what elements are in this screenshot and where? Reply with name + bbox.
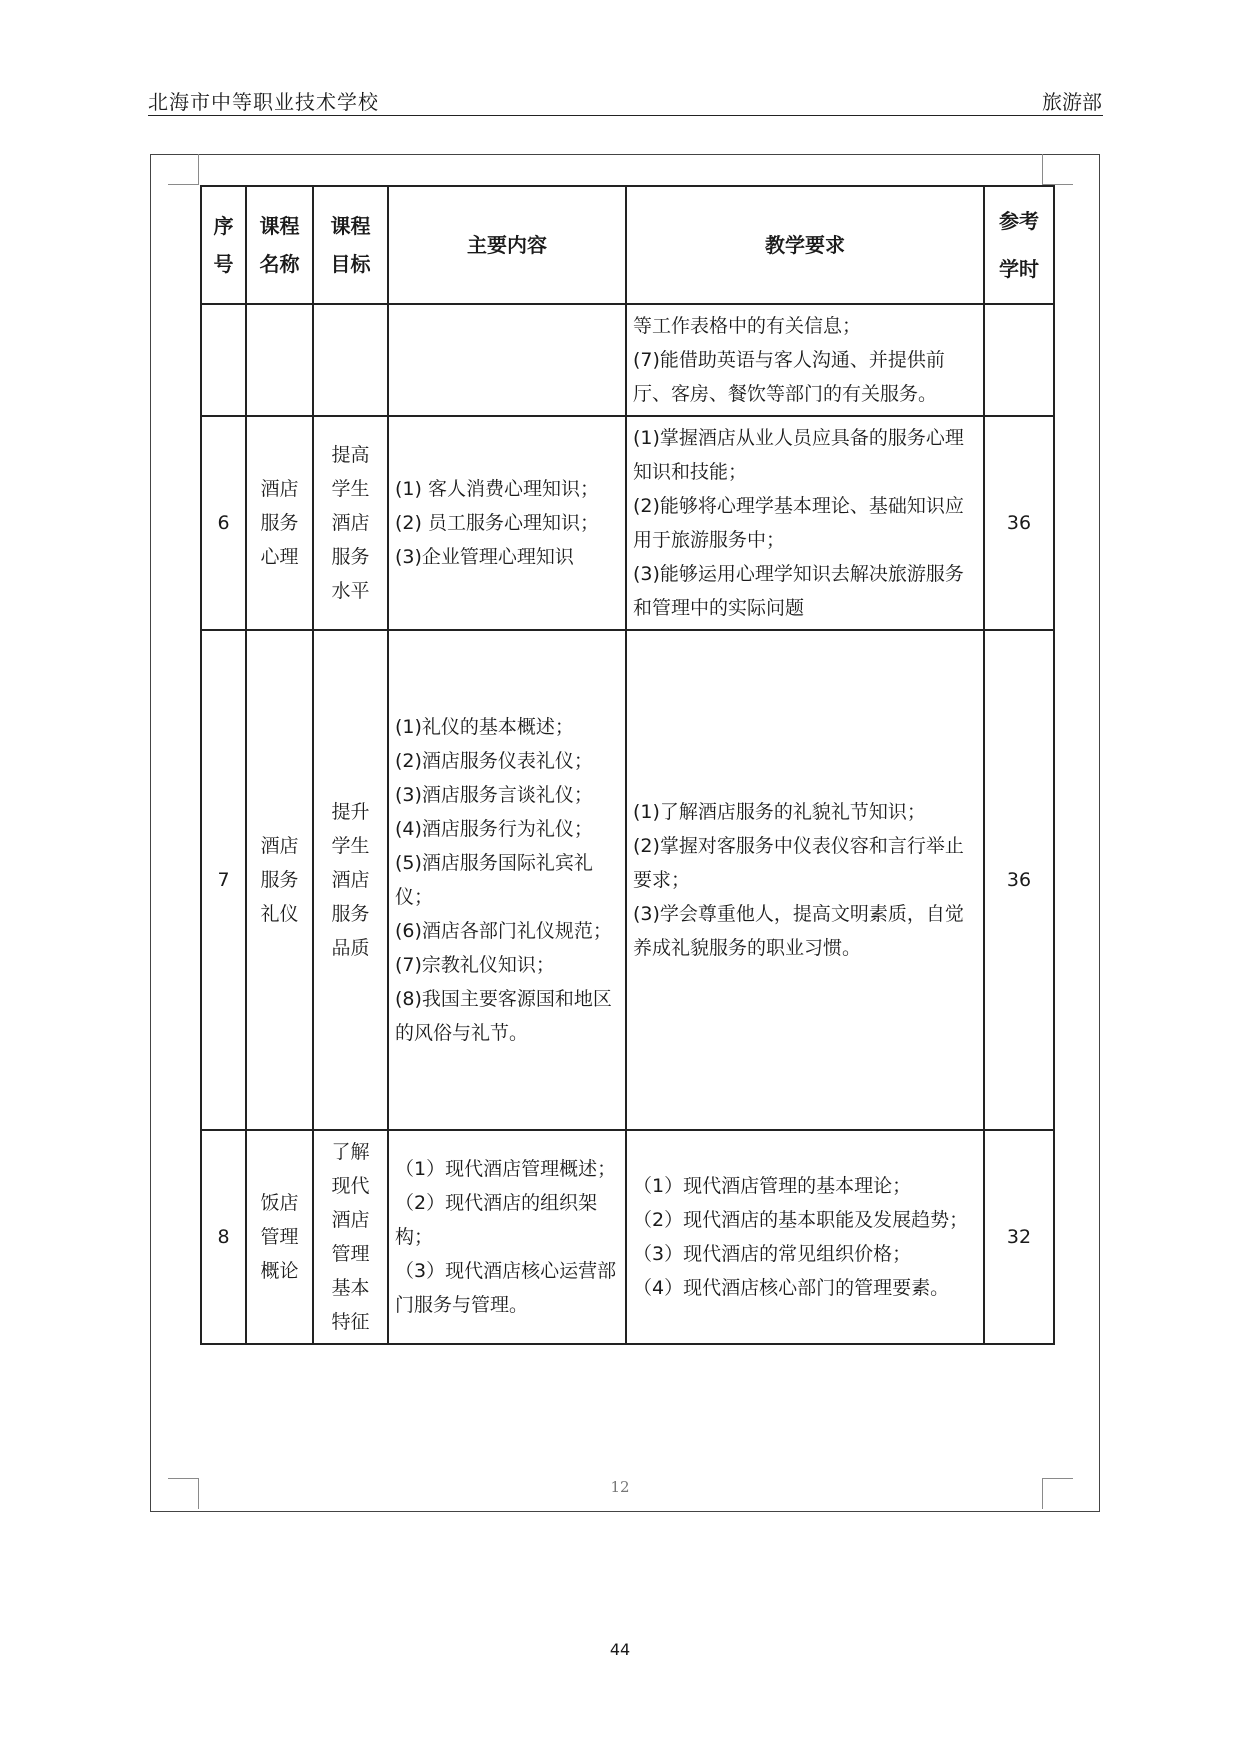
embedded-page-number: 12 xyxy=(610,1478,630,1496)
cell-content: (1) 客人消费心理知识； (2) 员工服务心理知识； (3)企业管理心理知识 xyxy=(388,416,626,630)
cell-no: 8 xyxy=(201,1130,246,1344)
header-main-content: 主要内容 xyxy=(388,186,626,304)
cell-no: 6 xyxy=(201,416,246,630)
cell-no xyxy=(201,304,246,416)
cell-goal: 了解 现代 酒店 管理 基本 特征 xyxy=(313,1130,388,1344)
table-row xyxy=(201,630,1054,1130)
cell-requirements: (1)掌握酒店从业人员应具备的服务心理知识和技能； (2)能够将心理学基本理论、基础知识应用于旅游服务中； (3)能够运用心理学知识去解决旅游服务和管理中的实际问题 xyxy=(626,416,984,630)
header-teaching-requirements: 教学要求 xyxy=(626,186,984,304)
cell-name: 酒店 服务 礼仪 xyxy=(246,630,313,1130)
course-table xyxy=(200,185,1055,1345)
table-header-row xyxy=(201,186,1054,304)
cell-requirements: （1）现代酒店管理的基本理论； （2）现代酒店的基本职能及发展趋势； （3）现代酒店的常见组织价格； （4）现代酒店核心部门的管理要素。 xyxy=(626,1130,984,1344)
table-row xyxy=(201,1130,1054,1344)
table-row xyxy=(201,416,1054,630)
cell-hours xyxy=(984,304,1054,416)
header-rule xyxy=(148,115,1103,116)
cell-goal xyxy=(313,304,388,416)
cell-goal: 提升 学生 酒店 服务 品质 xyxy=(313,630,388,1130)
cell-hours: 32 xyxy=(984,1130,1054,1344)
cell-content: （1）现代酒店管理概述； （2）现代酒店的组织架构； （3）现代酒店核心运营部门服务与管理。 xyxy=(388,1130,626,1344)
cell-requirements: 等工作表格中的有关信息； (7)能借助英语与客人沟通、并提供前厅、客房、餐饮等部门的有关服务。 xyxy=(626,304,984,416)
cell-goal: 提高 学生 酒店 服务 水平 xyxy=(313,416,388,630)
cell-content xyxy=(388,304,626,416)
cell-content: (1)礼仪的基本概述； (2)酒店服务仪表礼仪； (3)酒店服务言谈礼仪； (4)酒店服务行为礼仪； (5)酒店服务国际礼宾礼仪； (6)酒店各部门礼仪规范； (7)宗教礼仪知识； (8)我国主要客源国和地区的风俗与礼节。 xyxy=(388,630,626,1130)
header-no: 序 号 xyxy=(201,186,246,304)
header-course-name: 课程 名称 xyxy=(246,186,313,304)
cell-name: 酒店 服务 心理 xyxy=(246,416,313,630)
cell-hours: 36 xyxy=(984,630,1054,1130)
cell-requirements: (1)了解酒店服务的礼貌礼节知识； (2)掌握对客服务中仪表仪容和言行举止要求； (3)学会尊重他人，提高文明素质，自觉养成礼貌服务的职业习惯。 xyxy=(626,630,984,1130)
crop-mark-top-right xyxy=(1042,154,1073,185)
header-school-name: 北海市中等职业技术学校 xyxy=(148,90,379,114)
crop-mark-top-left xyxy=(168,154,199,185)
cell-hours: 36 xyxy=(984,416,1054,630)
cell-no: 7 xyxy=(201,630,246,1130)
table-row-continuation xyxy=(201,304,1054,416)
page-number: 44 xyxy=(609,1640,631,1659)
cell-name: 饭店 管理 概论 xyxy=(246,1130,313,1344)
header-department: 旅游部 xyxy=(1042,90,1102,114)
cell-name xyxy=(246,304,313,416)
header-reference-hours: 参考 学时 xyxy=(984,186,1054,304)
header-course-goal: 课程 目标 xyxy=(313,186,388,304)
